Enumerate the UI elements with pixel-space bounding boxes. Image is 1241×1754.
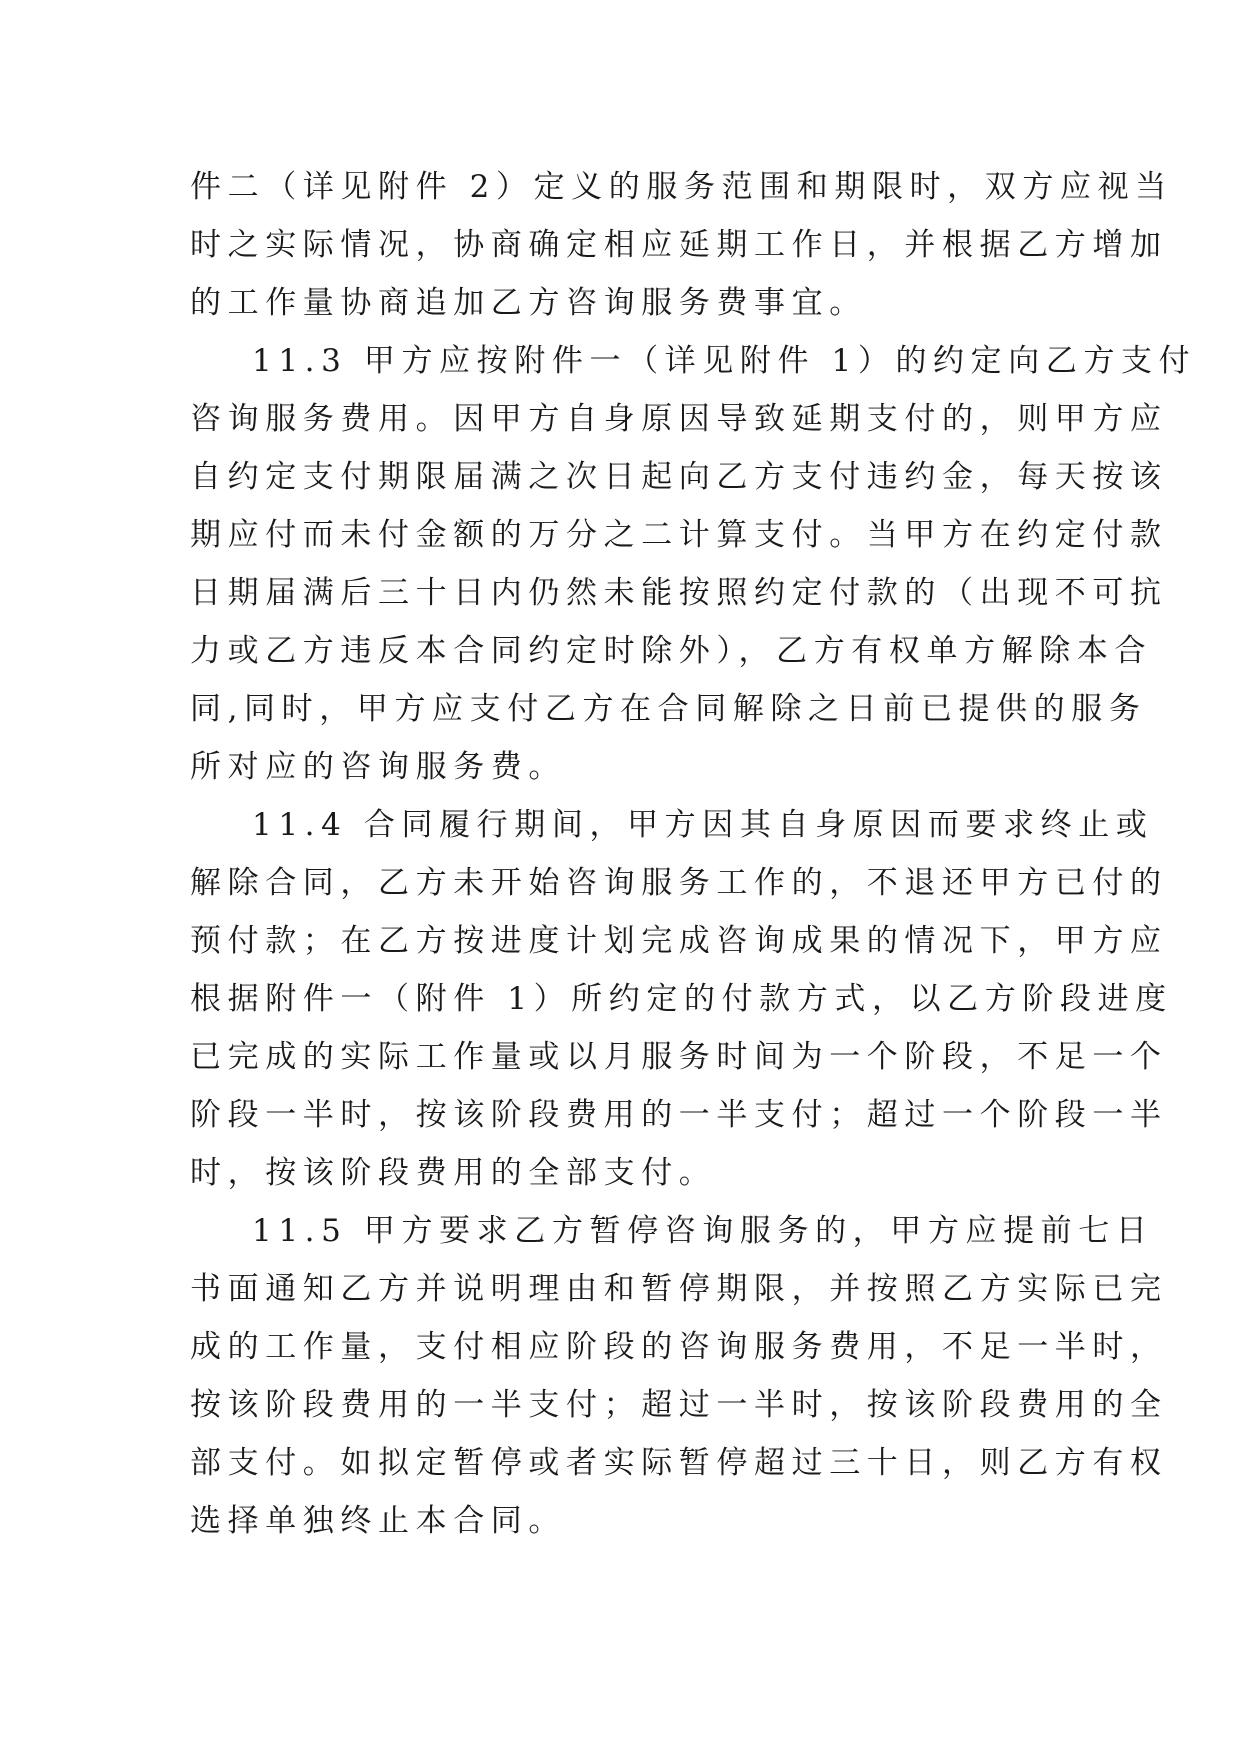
text-line: 选择单独终止本合同。	[190, 1503, 566, 1539]
clause-11-5	[190, 1202, 1168, 1550]
text-line: 书面通知乙方并说明理由和暂停期限，并按照乙方实际已完	[190, 1271, 1168, 1307]
clause-11-3	[190, 332, 1197, 796]
text-line: 件二（详见附件 2）定义的服务范围和期限时，双方应视当	[190, 169, 1173, 205]
clause-first-line: 11.4 合同履行期间，甲方因其自身原因而要求终止或	[252, 807, 1154, 843]
document-body	[190, 158, 1197, 1550]
text-line: 部支付。如拟定暂停或者实际暂停超过三十日，则乙方有权	[190, 1445, 1168, 1481]
text-line: 咨询服务费用。因甲方自身原因导致延期支付的，则甲方应	[190, 401, 1168, 437]
text-line: 的工作量协商追加乙方咨询服务费事宜。	[190, 285, 867, 321]
paragraph-continuation	[190, 158, 1173, 332]
text-line: 预付款；在乙方按进度计划完成咨询成果的情况下，甲方应	[190, 923, 1168, 959]
text-line: 日期届满后三十日内仍然未能按照约定付款的（出现不可抗	[190, 575, 1168, 611]
text-line: 时，按该阶段费用的全部支付。	[190, 1155, 717, 1191]
text-line: 阶段一半时，按该阶段费用的一半支付；超过一个阶段一半	[190, 1097, 1168, 1133]
clause-11-4	[190, 796, 1173, 1202]
text-line: 已完成的实际工作量或以月服务时间为一个阶段，不足一个	[190, 1039, 1168, 1075]
clause-first-line: 11.3 甲方应按附件一（详见附件 1）的约定向乙方支付	[252, 343, 1197, 379]
text-line: 按该阶段费用的一半支付；超过一半时，按该阶段费用的全	[190, 1387, 1168, 1423]
text-line: 根据附件一（附件 1）所约定的付款方式，以乙方阶段进度	[190, 981, 1173, 1017]
text-line: 解除合同，乙方未开始咨询服务工作的，不退还甲方已付的	[190, 865, 1168, 901]
text-line: 力或乙方违反本合同约定时除外），乙方有权单方解除本合	[190, 633, 1153, 669]
text-line: 成的工作量，支付相应阶段的咨询服务费用，不足一半时，	[190, 1329, 1168, 1365]
text-line: 自约定支付期限届满之次日起向乙方支付违约金，每天按该	[190, 459, 1168, 495]
clause-first-line: 11.5 甲方要求乙方暂停咨询服务的，甲方应提前七日	[252, 1213, 1154, 1249]
text-line: 同,同时，甲方应支付乙方在合同解除之日前已提供的服务	[190, 691, 1147, 727]
text-line: 期应付而未付金额的万分之二计算支付。当甲方在约定付款	[190, 517, 1168, 553]
text-line: 所对应的咨询服务费。	[190, 749, 566, 785]
text-line: 时之实际情况，协商确定相应延期工作日，并根据乙方增加	[190, 227, 1168, 263]
